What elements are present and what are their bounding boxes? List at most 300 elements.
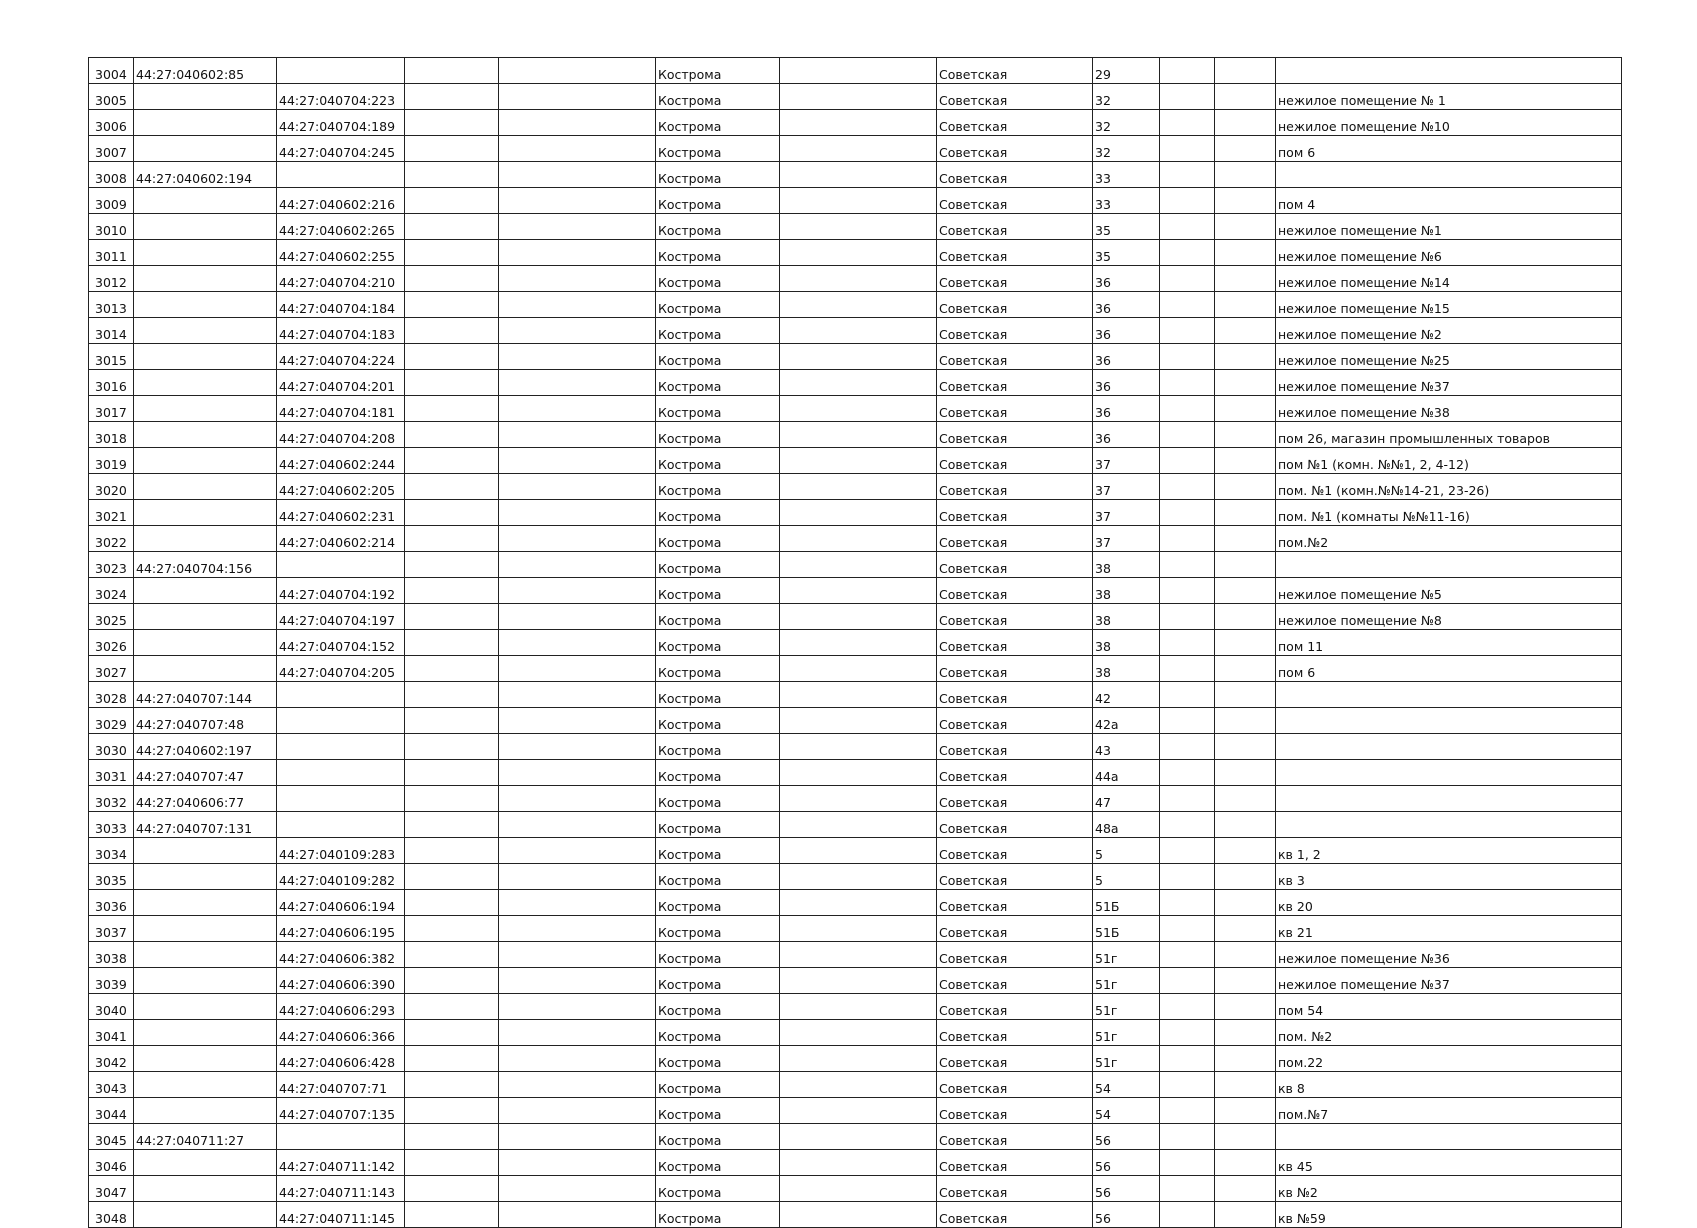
- empty-cell: [780, 84, 937, 110]
- empty-cell: [499, 422, 656, 448]
- empty-cell: [499, 1150, 656, 1176]
- empty-cell: [499, 136, 656, 162]
- house-cell: 35: [1093, 240, 1160, 266]
- table-row: [89, 422, 1622, 448]
- street-cell: Советская: [937, 604, 1093, 630]
- premises-cadastral-cell: 44:27:040711:143: [277, 1176, 405, 1202]
- table-row: [89, 240, 1622, 266]
- empty-cell: [499, 786, 656, 812]
- street-cell: Советская: [937, 396, 1093, 422]
- empty-cell: [780, 1124, 937, 1150]
- street-cell: Советская: [937, 292, 1093, 318]
- empty-cell: [1215, 110, 1276, 136]
- premises-cadastral-cell: 44:27:040707:135: [277, 1098, 405, 1124]
- empty-cell: [499, 1072, 656, 1098]
- row-number-cell: 3043: [89, 1072, 134, 1098]
- empty-cell: [1160, 994, 1215, 1020]
- empty-cell: [405, 58, 499, 84]
- empty-cell: [499, 994, 656, 1020]
- row-number-cell: 3036: [89, 890, 134, 916]
- empty-cell: [1215, 838, 1276, 864]
- empty-cell: [405, 916, 499, 942]
- premises-cadastral-cell: 44:27:040704:189: [277, 110, 405, 136]
- house-cell: 51Б: [1093, 916, 1160, 942]
- city-cell: Кострома: [656, 1202, 780, 1228]
- house-cell: 36: [1093, 344, 1160, 370]
- street-cell: Советская: [937, 448, 1093, 474]
- premises-note-cell: пом. №1 (комнаты №№11-16): [1276, 500, 1622, 526]
- row-number-cell: 3045: [89, 1124, 134, 1150]
- empty-cell: [405, 110, 499, 136]
- land-cadastral-cell: 44:27:040707:48: [134, 708, 277, 734]
- city-cell: Кострома: [656, 526, 780, 552]
- empty-cell: [1160, 656, 1215, 682]
- premises-note-cell: нежилое помещение №37: [1276, 370, 1622, 396]
- empty-cell: [1160, 448, 1215, 474]
- land-cadastral-cell: [134, 214, 277, 240]
- house-cell: 32: [1093, 84, 1160, 110]
- empty-cell: [780, 994, 937, 1020]
- empty-cell: [1160, 942, 1215, 968]
- empty-cell: [1215, 656, 1276, 682]
- empty-cell: [1160, 1202, 1215, 1228]
- city-cell: Кострома: [656, 240, 780, 266]
- premises-cadastral-cell: 44:27:040109:283: [277, 838, 405, 864]
- premises-cadastral-cell: 44:27:040707:71: [277, 1072, 405, 1098]
- city-cell: Кострома: [656, 500, 780, 526]
- empty-cell: [405, 1124, 499, 1150]
- premises-note-cell: нежилое помещение №15: [1276, 292, 1622, 318]
- street-cell: Советская: [937, 656, 1093, 682]
- street-cell: Советская: [937, 1176, 1093, 1202]
- empty-cell: [499, 162, 656, 188]
- empty-cell: [499, 890, 656, 916]
- city-cell: Кострома: [656, 292, 780, 318]
- empty-cell: [499, 240, 656, 266]
- empty-cell: [780, 630, 937, 656]
- empty-cell: [1215, 1072, 1276, 1098]
- empty-cell: [1160, 84, 1215, 110]
- empty-cell: [780, 500, 937, 526]
- table-row: [89, 942, 1622, 968]
- empty-cell: [1215, 84, 1276, 110]
- city-cell: Кострома: [656, 760, 780, 786]
- land-cadastral-cell: [134, 942, 277, 968]
- empty-cell: [1160, 474, 1215, 500]
- street-cell: Советская: [937, 578, 1093, 604]
- empty-cell: [405, 734, 499, 760]
- empty-cell: [405, 786, 499, 812]
- empty-cell: [405, 84, 499, 110]
- empty-cell: [499, 1020, 656, 1046]
- empty-cell: [499, 812, 656, 838]
- table-row: [89, 968, 1622, 994]
- street-cell: Советская: [937, 110, 1093, 136]
- house-cell: 32: [1093, 136, 1160, 162]
- city-cell: Кострома: [656, 396, 780, 422]
- empty-cell: [1160, 968, 1215, 994]
- table-row: [89, 318, 1622, 344]
- premises-note-cell: пом 54: [1276, 994, 1622, 1020]
- row-number-cell: 3011: [89, 240, 134, 266]
- street-cell: Советская: [937, 318, 1093, 344]
- table-row: [89, 266, 1622, 292]
- street-cell: Советская: [937, 84, 1093, 110]
- land-cadastral-cell: 44:27:040602:197: [134, 734, 277, 760]
- row-number-cell: 3032: [89, 786, 134, 812]
- premises-cadastral-cell: 44:27:040704:183: [277, 318, 405, 344]
- street-cell: Советская: [937, 240, 1093, 266]
- empty-cell: [1160, 162, 1215, 188]
- street-cell: Советская: [937, 1098, 1093, 1124]
- empty-cell: [499, 214, 656, 240]
- premises-cadastral-cell: 44:27:040109:282: [277, 864, 405, 890]
- house-cell: 36: [1093, 422, 1160, 448]
- premises-note-cell: нежилое помещение №25: [1276, 344, 1622, 370]
- empty-cell: [1215, 474, 1276, 500]
- table-row: [89, 1046, 1622, 1072]
- table-row: [89, 58, 1622, 84]
- empty-cell: [780, 292, 937, 318]
- empty-cell: [1160, 630, 1215, 656]
- street-cell: Советская: [937, 1046, 1093, 1072]
- premises-cadastral-cell: 44:27:040606:382: [277, 942, 405, 968]
- empty-cell: [499, 656, 656, 682]
- row-number-cell: 3020: [89, 474, 134, 500]
- land-cadastral-cell: [134, 474, 277, 500]
- land-cadastral-cell: [134, 1072, 277, 1098]
- land-cadastral-cell: [134, 890, 277, 916]
- empty-cell: [1160, 708, 1215, 734]
- premises-note-cell: кв 3: [1276, 864, 1622, 890]
- table-row: [89, 84, 1622, 110]
- premises-cadastral-cell: [277, 682, 405, 708]
- city-cell: Кострома: [656, 968, 780, 994]
- house-cell: 42а: [1093, 708, 1160, 734]
- house-cell: 42: [1093, 682, 1160, 708]
- empty-cell: [780, 682, 937, 708]
- empty-cell: [405, 162, 499, 188]
- empty-cell: [499, 526, 656, 552]
- empty-cell: [405, 422, 499, 448]
- empty-cell: [499, 448, 656, 474]
- empty-cell: [1215, 786, 1276, 812]
- empty-cell: [1160, 734, 1215, 760]
- street-cell: Советская: [937, 734, 1093, 760]
- street-cell: Советская: [937, 786, 1093, 812]
- house-cell: 56: [1093, 1124, 1160, 1150]
- land-cadastral-cell: [134, 500, 277, 526]
- empty-cell: [1160, 604, 1215, 630]
- empty-cell: [1160, 890, 1215, 916]
- empty-cell: [1215, 1098, 1276, 1124]
- city-cell: Кострома: [656, 214, 780, 240]
- empty-cell: [780, 656, 937, 682]
- house-cell: 38: [1093, 578, 1160, 604]
- house-cell: 56: [1093, 1150, 1160, 1176]
- row-number-cell: 3035: [89, 864, 134, 890]
- city-cell: Кострома: [656, 1046, 780, 1072]
- street-cell: Советская: [937, 916, 1093, 942]
- table-row: [89, 708, 1622, 734]
- table-row: [89, 292, 1622, 318]
- empty-cell: [405, 552, 499, 578]
- table-row: [89, 474, 1622, 500]
- empty-cell: [405, 396, 499, 422]
- land-cadastral-cell: [134, 344, 277, 370]
- premises-note-cell: [1276, 682, 1622, 708]
- empty-cell: [499, 370, 656, 396]
- empty-cell: [780, 604, 937, 630]
- premises-note-cell: пом. №1 (комн.№№14-21, 23-26): [1276, 474, 1622, 500]
- empty-cell: [1215, 58, 1276, 84]
- empty-cell: [1215, 630, 1276, 656]
- premises-cadastral-cell: 44:27:040704:245: [277, 136, 405, 162]
- premises-note-cell: пом №1 (комн. №№1, 2, 4-12): [1276, 448, 1622, 474]
- premises-cadastral-cell: 44:27:040602:244: [277, 448, 405, 474]
- land-cadastral-cell: 44:27:040707:131: [134, 812, 277, 838]
- premises-note-cell: нежилое помещение №37: [1276, 968, 1622, 994]
- table-row: [89, 136, 1622, 162]
- house-cell: 38: [1093, 656, 1160, 682]
- empty-cell: [780, 864, 937, 890]
- premises-cadastral-cell: 44:27:040602:231: [277, 500, 405, 526]
- house-cell: 36: [1093, 292, 1160, 318]
- empty-cell: [1215, 500, 1276, 526]
- city-cell: Кострома: [656, 1098, 780, 1124]
- premises-note-cell: кв 45: [1276, 1150, 1622, 1176]
- premises-cadastral-cell: 44:27:040711:142: [277, 1150, 405, 1176]
- empty-cell: [405, 760, 499, 786]
- empty-cell: [499, 760, 656, 786]
- row-number-cell: 3009: [89, 188, 134, 214]
- empty-cell: [499, 500, 656, 526]
- table-row: [89, 864, 1622, 890]
- premises-note-cell: нежилое помещение №8: [1276, 604, 1622, 630]
- empty-cell: [405, 266, 499, 292]
- table-row: [89, 396, 1622, 422]
- premises-note-cell: нежилое помещение №36: [1276, 942, 1622, 968]
- premises-cadastral-cell: 44:27:040704:223: [277, 84, 405, 110]
- land-cadastral-cell: [134, 994, 277, 1020]
- empty-cell: [780, 1176, 937, 1202]
- table-row: [89, 1098, 1622, 1124]
- house-cell: 33: [1093, 162, 1160, 188]
- empty-cell: [1160, 1176, 1215, 1202]
- house-cell: 48а: [1093, 812, 1160, 838]
- street-cell: Советская: [937, 890, 1093, 916]
- premises-note-cell: нежилое помещение №2: [1276, 318, 1622, 344]
- house-cell: 51г: [1093, 968, 1160, 994]
- empty-cell: [499, 318, 656, 344]
- empty-cell: [405, 344, 499, 370]
- empty-cell: [780, 188, 937, 214]
- table-row: [89, 916, 1622, 942]
- empty-cell: [405, 708, 499, 734]
- row-number-cell: 3006: [89, 110, 134, 136]
- empty-cell: [780, 214, 937, 240]
- table-row: [89, 630, 1622, 656]
- city-cell: Кострома: [656, 864, 780, 890]
- empty-cell: [499, 1202, 656, 1228]
- empty-cell: [1160, 760, 1215, 786]
- land-cadastral-cell: [134, 318, 277, 344]
- land-cadastral-cell: 44:27:040602:194: [134, 162, 277, 188]
- empty-cell: [780, 890, 937, 916]
- empty-cell: [405, 318, 499, 344]
- premises-cadastral-cell: 44:27:040704:210: [277, 266, 405, 292]
- premises-cadastral-cell: [277, 708, 405, 734]
- land-cadastral-cell: [134, 1202, 277, 1228]
- row-number-cell: 3014: [89, 318, 134, 344]
- house-cell: 43: [1093, 734, 1160, 760]
- row-number-cell: 3026: [89, 630, 134, 656]
- empty-cell: [499, 58, 656, 84]
- land-cadastral-cell: 44:27:040707:144: [134, 682, 277, 708]
- land-cadastral-cell: [134, 422, 277, 448]
- empty-cell: [499, 552, 656, 578]
- street-cell: Советская: [937, 1202, 1093, 1228]
- city-cell: Кострома: [656, 630, 780, 656]
- empty-cell: [1160, 188, 1215, 214]
- row-number-cell: 3016: [89, 370, 134, 396]
- land-cadastral-cell: [134, 1176, 277, 1202]
- empty-cell: [780, 786, 937, 812]
- empty-cell: [1215, 422, 1276, 448]
- premises-cadastral-cell: 44:27:040704:184: [277, 292, 405, 318]
- premises-cadastral-cell: 44:27:040711:145: [277, 1202, 405, 1228]
- table-row: [89, 1176, 1622, 1202]
- empty-cell: [499, 734, 656, 760]
- house-cell: 51г: [1093, 942, 1160, 968]
- empty-cell: [1160, 344, 1215, 370]
- empty-cell: [1215, 1124, 1276, 1150]
- house-cell: 38: [1093, 604, 1160, 630]
- table-row: [89, 110, 1622, 136]
- house-cell: 38: [1093, 630, 1160, 656]
- table-row: [89, 1150, 1622, 1176]
- city-cell: Кострома: [656, 318, 780, 344]
- row-number-cell: 3030: [89, 734, 134, 760]
- house-cell: 36: [1093, 266, 1160, 292]
- city-cell: Кострома: [656, 786, 780, 812]
- house-cell: 36: [1093, 396, 1160, 422]
- row-number-cell: 3012: [89, 266, 134, 292]
- table-row: [89, 526, 1622, 552]
- empty-cell: [405, 994, 499, 1020]
- empty-cell: [405, 1072, 499, 1098]
- street-cell: Советская: [937, 864, 1093, 890]
- empty-cell: [499, 630, 656, 656]
- house-cell: 29: [1093, 58, 1160, 84]
- empty-cell: [1160, 864, 1215, 890]
- street-cell: Советская: [937, 214, 1093, 240]
- land-cadastral-cell: [134, 968, 277, 994]
- empty-cell: [405, 656, 499, 682]
- row-number-cell: 3037: [89, 916, 134, 942]
- table-row: [89, 162, 1622, 188]
- premises-cadastral-cell: [277, 58, 405, 84]
- house-cell: 44а: [1093, 760, 1160, 786]
- empty-cell: [405, 1176, 499, 1202]
- premises-cadastral-cell: 44:27:040602:265: [277, 214, 405, 240]
- premises-note-cell: пом 11: [1276, 630, 1622, 656]
- premises-note-cell: кв №2: [1276, 1176, 1622, 1202]
- empty-cell: [405, 474, 499, 500]
- empty-cell: [499, 708, 656, 734]
- row-number-cell: 3034: [89, 838, 134, 864]
- house-cell: 36: [1093, 370, 1160, 396]
- city-cell: Кострома: [656, 552, 780, 578]
- empty-cell: [1160, 838, 1215, 864]
- city-cell: Кострома: [656, 1150, 780, 1176]
- premises-note-cell: [1276, 552, 1622, 578]
- premises-note-cell: [1276, 58, 1622, 84]
- empty-cell: [1160, 1046, 1215, 1072]
- empty-cell: [780, 344, 937, 370]
- empty-cell: [1160, 682, 1215, 708]
- empty-cell: [499, 604, 656, 630]
- row-number-cell: 3019: [89, 448, 134, 474]
- empty-cell: [499, 292, 656, 318]
- empty-cell: [780, 838, 937, 864]
- city-cell: Кострома: [656, 1020, 780, 1046]
- land-cadastral-cell: [134, 136, 277, 162]
- city-cell: Кострома: [656, 58, 780, 84]
- premises-cadastral-cell: 44:27:040606:195: [277, 916, 405, 942]
- land-cadastral-cell: [134, 1020, 277, 1046]
- premises-cadastral-cell: 44:27:040602:214: [277, 526, 405, 552]
- premises-cadastral-cell: [277, 552, 405, 578]
- city-cell: Кострома: [656, 162, 780, 188]
- row-number-cell: 3031: [89, 760, 134, 786]
- premises-cadastral-cell: [277, 734, 405, 760]
- empty-cell: [780, 708, 937, 734]
- empty-cell: [1160, 1098, 1215, 1124]
- empty-cell: [405, 1020, 499, 1046]
- empty-cell: [780, 318, 937, 344]
- premises-note-cell: пом 6: [1276, 136, 1622, 162]
- empty-cell: [1215, 1046, 1276, 1072]
- empty-cell: [780, 110, 937, 136]
- street-cell: Советская: [937, 1072, 1093, 1098]
- row-number-cell: 3042: [89, 1046, 134, 1072]
- city-cell: Кострома: [656, 448, 780, 474]
- empty-cell: [1215, 292, 1276, 318]
- land-cadastral-cell: [134, 240, 277, 266]
- table-row: [89, 214, 1622, 240]
- empty-cell: [1215, 162, 1276, 188]
- empty-cell: [780, 1098, 937, 1124]
- premises-note-cell: нежилое помещение №1: [1276, 214, 1622, 240]
- street-cell: Советская: [937, 1020, 1093, 1046]
- empty-cell: [499, 682, 656, 708]
- premises-cadastral-cell: 44:27:040704:181: [277, 396, 405, 422]
- empty-cell: [780, 396, 937, 422]
- empty-cell: [1160, 578, 1215, 604]
- empty-cell: [780, 474, 937, 500]
- empty-cell: [1160, 1020, 1215, 1046]
- premises-note-cell: пом.22: [1276, 1046, 1622, 1072]
- table-row: [89, 552, 1622, 578]
- table-row: [89, 370, 1622, 396]
- empty-cell: [1215, 734, 1276, 760]
- land-cadastral-cell: [134, 1098, 277, 1124]
- empty-cell: [405, 240, 499, 266]
- empty-cell: [405, 292, 499, 318]
- premises-cadastral-cell: [277, 162, 405, 188]
- empty-cell: [1215, 396, 1276, 422]
